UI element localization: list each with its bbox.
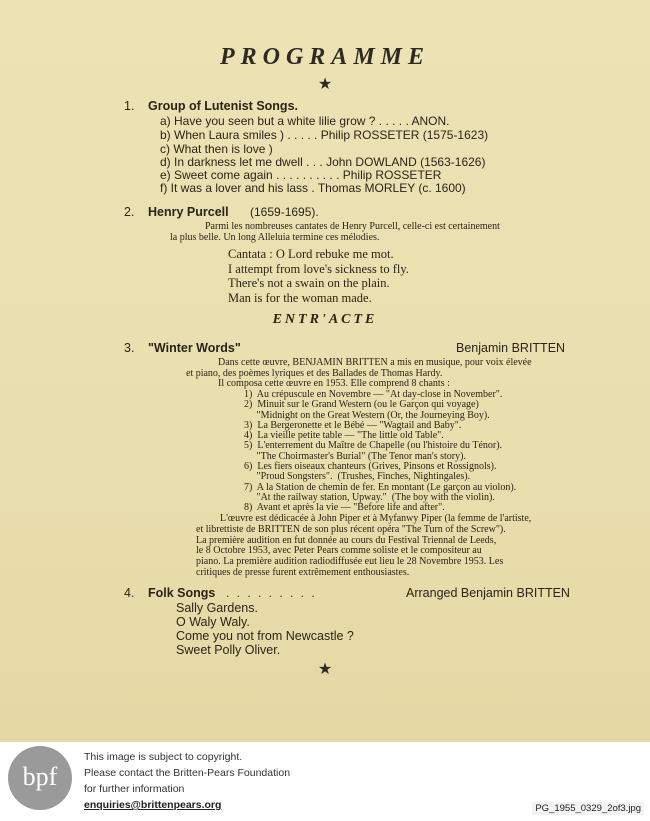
winter-words-outro [196,514,616,579]
song-item: 3) La Bergeronette et le Bébé — "Wagtail and Baby". [244,419,462,431]
star-ornament: ★ [317,76,333,93]
outro-line: critiques de presse furent extrêmement enthousiastes. [196,566,410,578]
note-line: la plus belle. Un long Alleluia termine ces mélodies. [170,231,380,243]
outro-line: La première audition en fut donnée au cours du Festival Triennal de Leeds, [196,534,497,546]
composer-dates: (1659-1695). [250,205,319,219]
song-item: 2) Minuit sur le Grand Western (ou le Garçon qui voyage) [244,399,479,411]
intro-line: Il composa cette œuvre en 1953. Elle comprend 8 chants : [218,378,450,390]
winter-words-intro [186,358,606,390]
leader-dots: . . . . . . . . . [226,586,317,600]
song-line: c) What then is love ) [160,142,273,156]
bpf-logo: bpf [8,746,72,810]
section-number: 4. [124,586,135,600]
song-item: "The Choirmaster's Burial" (The Tenor man's story). [244,450,466,462]
section-heading: "Winter Words" [148,341,241,355]
song-line: There's not a swain on the plain. [228,276,390,290]
song-item: 8) Avant et après la vie — "Before life and after". [244,502,445,514]
song-item: "Proud Songsters". (Trushes, Finches, Nightingales). [244,471,471,483]
intro-line: Dans cette œuvre, BENJAMIN BRITTEN a mis en musique, pour voix élevée [218,357,532,368]
winter-words-songs [244,390,624,514]
song-item: 6) Les fiers oiseaux chanteurs (Grives, Pinsons et Rossignols). [244,461,497,473]
song-line: Sally Gardens. [176,601,258,615]
arranger: Arranged Benjamin BRITTEN [406,586,570,600]
copyright-line: Please contact the Britten-Pears Foundation [84,767,291,779]
note-line: Parmi les nombreuses cantates de Henry Purcell, celle-ci est certainement [205,221,500,232]
song-item: 7) A la Station de chemin de fer. En montant (Le garçon au violon). [244,481,517,493]
song-item: 4) La vieille petite table — "The little old Table". [244,430,444,442]
song-item: "Midnight on the Great Western (Or, the Journeying Boy). [244,409,490,421]
song-line: e) Sweet come again . . . . . . . . . . Philip ROSSETER [160,168,442,182]
song-item: 5) L'enterrement du Maître de Chapelle (ou l'histoire du Ténor). [244,440,503,452]
section-number: 1. [124,99,135,113]
song-line: f) It was a lover and his lass . Thomas MORLEY (c. 1600) [160,181,466,195]
section-heading: Henry Purcell [148,205,229,219]
song-item: "At the railway station, Upway." (The boy with the violin). [244,491,495,503]
song-line: Sweet Polly Oliver. [176,643,281,657]
copyright-line: This image is subject to copyright. [84,751,243,763]
star-ornament: ★ [317,661,333,678]
copyright-text [84,749,290,813]
cantata-list [228,247,409,305]
outro-line: le 8 Octobre 1953, avec Peter Pears comme soliste et le compositeur au [196,545,482,557]
song-line: b) When Laura smiles ) . . . . . Philip ROSSETER (1575-1623) [160,128,489,142]
song-item: 1) Au crépuscule en Novembre — "At day-close in November". [244,389,503,400]
copyright-footer [0,742,650,821]
song-line: Man is for the woman made. [228,290,372,305]
file-id-label: PG_1955_0329_2of3.jpg [532,802,644,815]
outro-line: piano. La première audition radiodiffusée eut lieu le 28 Novembre 1953. Les [196,556,504,568]
outro-line: et librettiste de BRITTEN de son plus récent opéra "The Turn of the Screw"). [196,523,506,535]
section-number: 2. [124,205,135,219]
composer-name: Benjamin BRITTEN [456,341,566,355]
outro-line: L'œuvre est dédicacée à John Piper et à Myfanwy Piper (la femme de l'artiste, [220,513,532,524]
song-line: O Waly Waly. [176,615,250,629]
page-title: PROGRAMME [219,44,431,70]
purcell-note [170,221,605,243]
intro-line: et piano, des poèmes lyriques et des Ballades de Thomas Hardy. [186,367,443,379]
email-link[interactable]: enquiries@brittenpears.org [84,799,222,811]
song-line: I attempt from love's sickness to fly. [228,261,409,276]
folk-songs-list [176,601,354,657]
song-line: Come you not from Newcastle ? [176,629,354,643]
copyright-line: for further information [84,783,185,795]
entracte-heading: ENTR'ACTE [272,312,378,327]
song-line: a) Have you seen but a white lilie grow ? . . . . . ANON. [160,114,450,128]
section-heading: Folk Songs [148,586,216,600]
section-number: 3. [124,341,135,355]
song-line: d) In darkness let me dwell . . . John DOWLAND (1563-1626) [160,155,486,169]
song-line: Cantata : O Lord rebuke me mot. [228,247,394,261]
section-heading: Group of Lutenist Songs. [148,99,298,113]
